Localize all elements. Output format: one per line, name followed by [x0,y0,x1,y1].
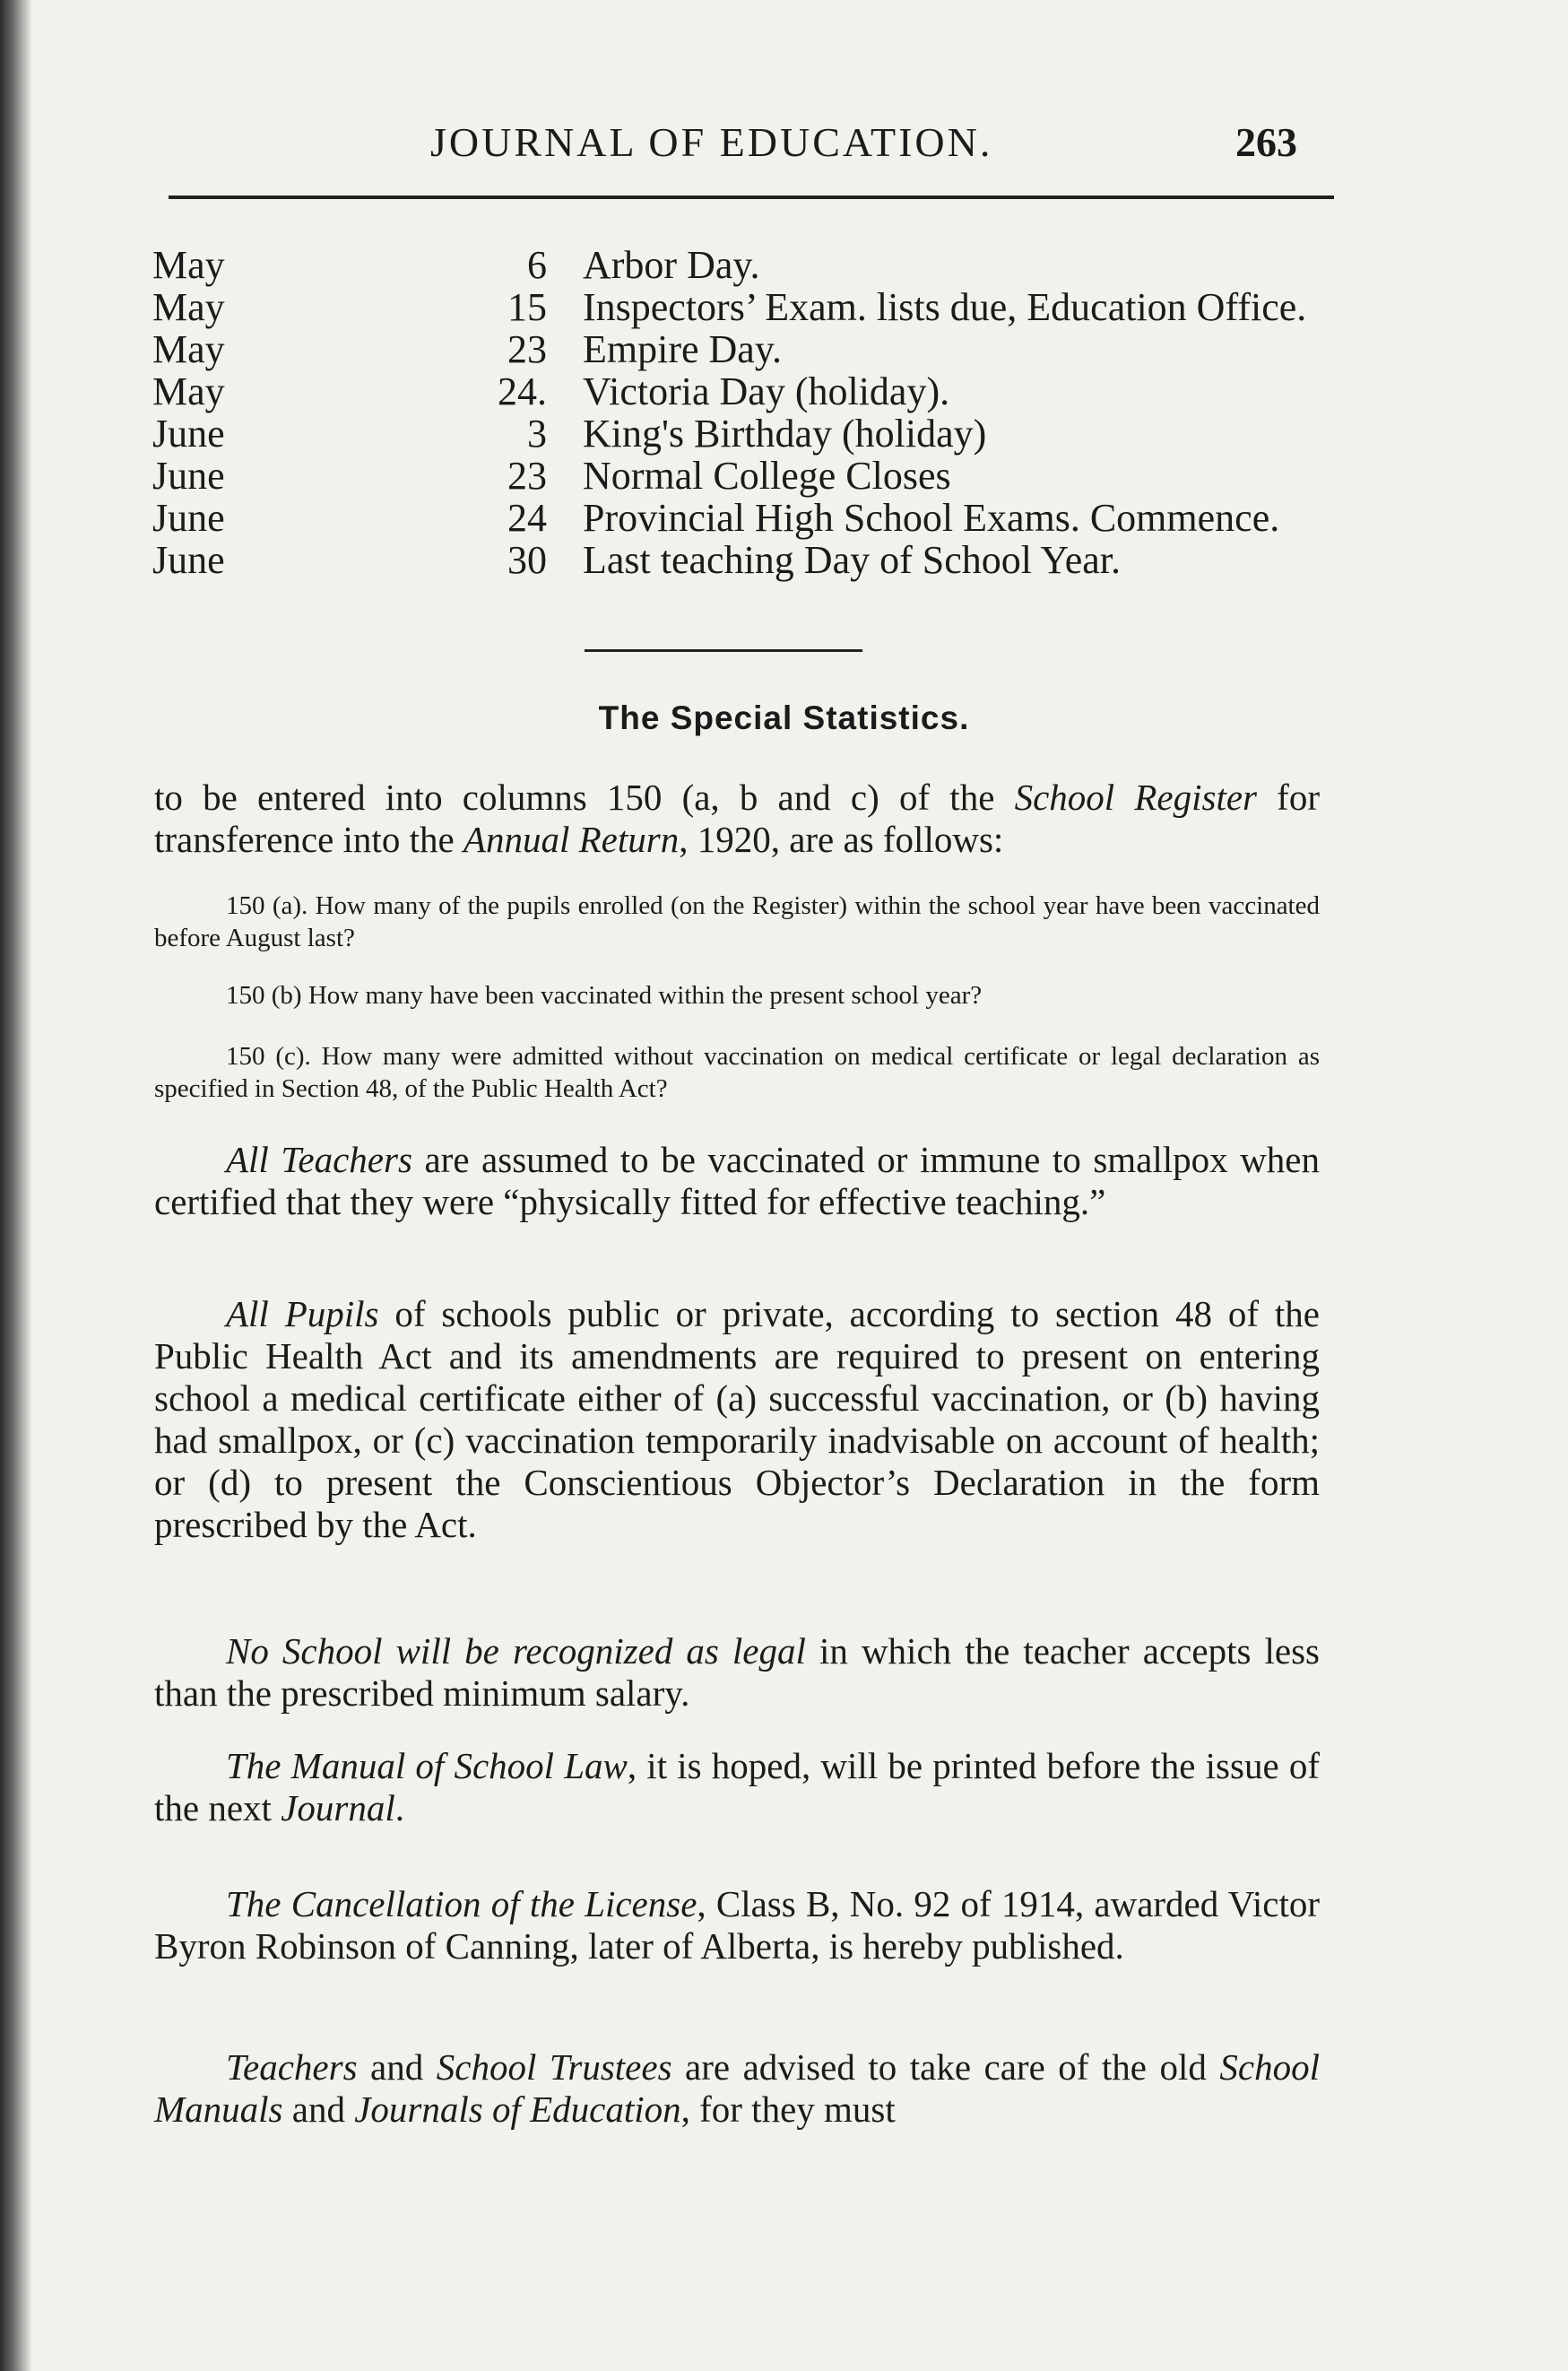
calendar-event: Arbor Day. [583,243,760,287]
paragraph-text: in which the teacher accepts less than the prescribed minimum salary. [154,1630,1320,1714]
calendar-event: Provincial High School Exams. Commence. [583,496,1280,540]
paragraph-text: , for they must [680,2089,896,2130]
section-divider [585,649,862,652]
calendar-row [152,284,1336,329]
paragraph-manual [154,1745,1320,1829]
intro-text: to be entered into columns 150 (a, b and c) of the [154,777,1015,818]
calendar-event: Empire Day. [583,327,782,371]
lead-phrase: The Manual of School Law [226,1745,628,1786]
paragraph-text: and [282,2089,355,2130]
calendar-event: King's Birthday (holiday) [583,412,987,456]
calendar-event: Victoria Day (holiday). [583,369,950,413]
intro-return: Annual Return [463,819,680,860]
page-number: 263 [1235,119,1297,165]
question-150c [154,1040,1320,1105]
lead-phrase: No School will be recognized as legal [226,1630,806,1672]
intro-text: , 1920, are as follows: [679,819,1004,860]
calendar-day: 24. [498,369,547,413]
calendar-month: May [152,369,225,413]
lead-phrase: The Cancellation of the License [226,1883,697,1924]
calendar-day: 6 [527,243,547,287]
school-calendar [152,242,1336,582]
intro-register: School Register [1014,777,1257,818]
lead-phrase: All Teachers [226,1139,412,1180]
intro-text: for transference into the [154,777,1320,860]
question-150b [154,979,1320,1012]
calendar-day: 15 [507,285,547,329]
calendar-month: June [152,454,225,498]
calendar-event: Inspectors’ Exam. lists due, Education Office. [583,285,1307,329]
journals-italic: Journals of Education [354,2089,681,2130]
lead-phrase: Teachers [226,2046,358,2088]
paragraph-pupils [154,1293,1320,1546]
paragraph-text: are advised to take care of the old [671,2046,1220,2088]
statistics-intro [154,777,1320,861]
running-header: JOURNAL OF EDUCATION. [430,119,993,165]
paragraph-teachers-trustees [154,2046,1320,2131]
paragraph-text: and [357,2046,437,2088]
question-text: 150 (a). How many of the pupils enrolled (on the Register) within the school year have been vaccinated before August last? [154,891,1320,952]
calendar-month: June [152,496,225,540]
calendar-row [152,537,1336,582]
binding-shadow [0,0,32,2371]
calendar-month: May [152,285,225,329]
calendar-day: 3 [527,412,547,456]
paragraph-text: . [394,1787,404,1828]
calendar-event: Normal College Closes [583,454,951,498]
manuals-italic: School Manuals [154,2046,1320,2130]
calendar-row [152,411,1336,456]
calendar-day: 23 [507,327,547,371]
paragraph-no-school [154,1630,1320,1715]
calendar-event: Last teaching Day of School Year. [583,538,1121,582]
calendar-day: 24 [507,496,547,540]
paragraph-text: , it is hoped, will be printed before the issue of the next [154,1745,1320,1828]
calendar-row [152,326,1336,369]
calendar-month: June [152,538,225,582]
calendar-month: May [152,327,225,371]
calendar-month: June [152,412,225,456]
calendar-month: May [152,243,225,287]
lead-phrase: All Pupils [226,1293,379,1334]
paragraph-text: , Class B, No. 92 of 1914, awarded Victor Byron Robinson of Canning, later of Alberta, is hereby published. [154,1883,1320,1967]
calendar-row [152,495,1336,540]
paragraph-teachers [154,1139,1320,1223]
question-text: 150 (b) How many have been vaccinated within the present school year? [226,981,983,1010]
question-150a [154,890,1320,954]
calendar-day: 30 [507,538,547,582]
paragraph-text: of schools public or private, according to section 48 of the Public Health Act and its amendments are required to present on entering school a medical certificate either of (a) successful vaccination, or (b) having had smallpox, or (c) vaccination temporarily inadvisable on account of health; or (d) to present the Conscientious Objector’s Declaration in the form prescribed by the Act. [154,1293,1320,1545]
section-heading: The Special Statistics. [598,699,970,736]
journal-italic: Journal [281,1787,395,1828]
calendar-row [152,453,1336,498]
calendar-row [152,369,1336,411]
paragraph-cancellation [154,1883,1320,1967]
question-text: 150 (c). How many were admitted without vaccination on medical certificate or legal declaration as specified in Section 48, of the Public Health Act? [154,1042,1320,1103]
paragraph-text: are assumed to be vaccinated or immune to smallpox when certified that they were “physically fitted for effective teaching.” [154,1139,1321,1222]
calendar-row [152,242,1336,287]
calendar-day: 23 [507,454,547,498]
header-rule [169,195,1334,199]
trustees-italic: School Trustees [436,2046,672,2088]
